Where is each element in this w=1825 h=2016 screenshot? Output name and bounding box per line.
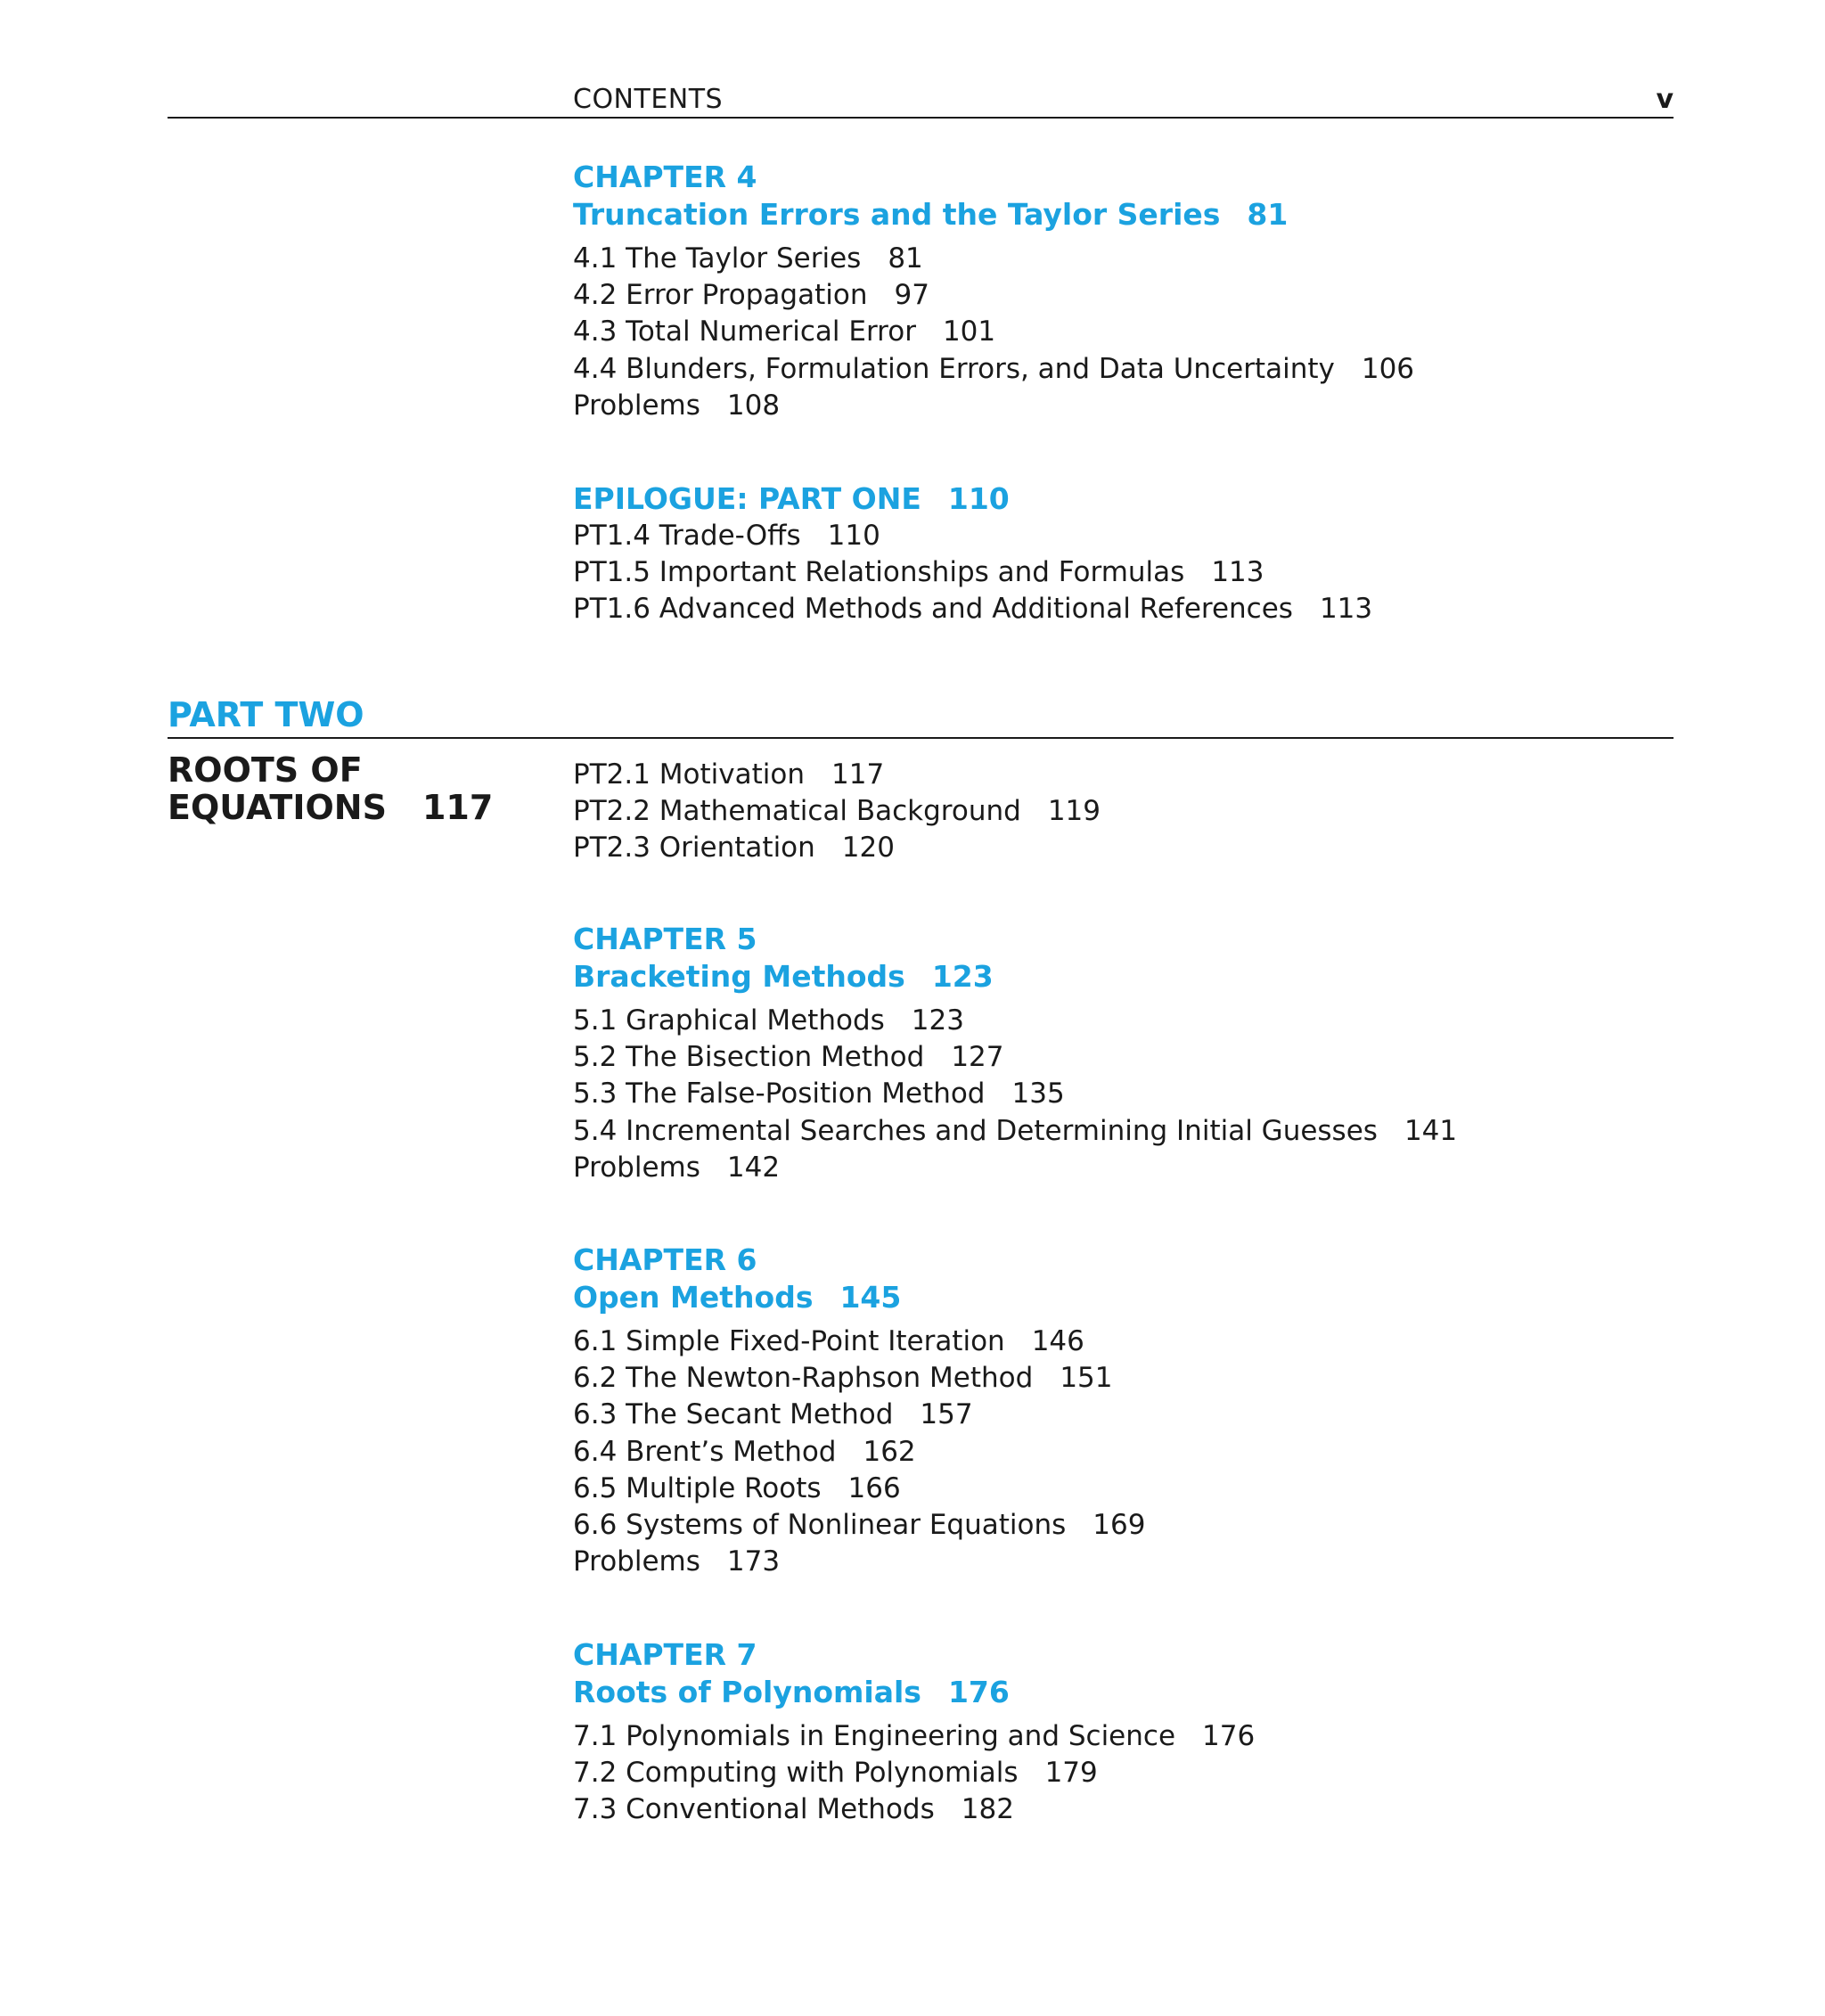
toc-entry-text: 7.1 Polynomials in Engineering and Science: [573, 1720, 1176, 1752]
toc-entry-text: PT2.3 Orientation: [573, 832, 815, 865]
toc-entry-page: 123: [911, 1004, 964, 1037]
running-title: CONTENTS: [573, 84, 724, 115]
toc-entry[interactable]: [573, 277, 1414, 314]
toc-entry-text: PT1.5 Important Relationships and Formulas: [573, 556, 1185, 589]
chapter-5-section: [573, 921, 1457, 1186]
epilogue-title: EPILOGUE: PART ONE: [573, 481, 921, 516]
toc-entry-text: 6.3 The Secant Method: [573, 1398, 894, 1431]
toc-entry-page: 146: [1031, 1325, 1084, 1357]
chapter-6-section: [573, 1242, 1145, 1580]
toc-entry-page: 106: [1361, 352, 1415, 385]
toc-entry-text: 6.6 Systems of Nonlinear Equations: [573, 1509, 1067, 1542]
toc-entry[interactable]: [573, 1397, 1145, 1433]
toc-entry-text: PT2.1 Motivation: [573, 758, 805, 791]
toc-entry-page: 176: [1202, 1720, 1256, 1752]
toc-entry-text: 6.5 Multiple Roots: [573, 1471, 822, 1504]
chapter-5-label: CHAPTER 5: [573, 922, 757, 956]
toc-entry[interactable]: [573, 1039, 1457, 1076]
chapter-4-title-line[interactable]: [573, 196, 1414, 234]
toc-entry[interactable]: [573, 793, 1101, 830]
part-two-title[interactable]: [168, 751, 493, 826]
toc-entry-page: 151: [1060, 1362, 1113, 1395]
toc-entry[interactable]: [573, 1755, 1255, 1791]
toc-entry-page: 120: [841, 832, 895, 865]
toc-entry-text: 5.1 Graphical Methods: [573, 1004, 885, 1037]
toc-entry[interactable]: [573, 1791, 1255, 1828]
toc-entry-text: PT1.4 Trade-Offs: [573, 520, 801, 552]
toc-entry-page: 101: [942, 316, 996, 348]
toc-entry-page: 127: [951, 1041, 1004, 1074]
toc-entry[interactable]: [573, 1324, 1145, 1360]
toc-entry[interactable]: [573, 388, 1414, 424]
toc-entry[interactable]: [573, 757, 1101, 793]
toc-entry[interactable]: [573, 314, 1414, 350]
toc-entry-text: 5.4 Incremental Searches and Determining Initial Guesses: [573, 1114, 1378, 1147]
toc-entry-text: 4.3 Total Numerical Error: [573, 316, 916, 348]
chapter-7-page: 176: [947, 1675, 1010, 1709]
chapter-6-title: Open Methods: [573, 1280, 814, 1315]
toc-entry-text: 7.2 Computing with Polynomials: [573, 1757, 1019, 1790]
toc-entry-page: 117: [831, 758, 885, 791]
toc-entry[interactable]: [573, 591, 1372, 627]
part-two-title-line-2: EQUATIONS: [168, 788, 387, 827]
toc-entry-page: 119: [1047, 795, 1101, 828]
toc-entry-page: 97: [894, 279, 929, 312]
toc-entry-page: 182: [961, 1793, 1014, 1826]
header-rule: [168, 117, 1674, 119]
toc-entry-text: 6.2 The Newton-Raphson Method: [573, 1362, 1034, 1395]
toc-entry[interactable]: [573, 554, 1372, 591]
chapter-6-title-line[interactable]: [573, 1279, 1145, 1316]
toc-entry-text: 7.3 Conventional Methods: [573, 1793, 935, 1826]
part-two-page: 117: [421, 788, 494, 827]
epilogue-section: [573, 480, 1372, 628]
chapter-6-page: 145: [839, 1280, 902, 1315]
chapter-4-page: 81: [1247, 197, 1289, 232]
toc-entry-page: 135: [1011, 1078, 1065, 1110]
toc-entry-text: Problems: [573, 1545, 700, 1578]
chapter-5-page: 123: [931, 959, 994, 994]
epilogue-title-line[interactable]: [573, 480, 1372, 518]
toc-entry[interactable]: [573, 518, 1372, 554]
toc-entry[interactable]: [573, 1507, 1145, 1544]
toc-entry-page: 141: [1404, 1114, 1458, 1147]
toc-entry-page: 173: [726, 1545, 781, 1578]
toc-entry[interactable]: [573, 351, 1414, 388]
toc-entry-page: 169: [1093, 1509, 1146, 1542]
toc-entry-page: 157: [920, 1398, 973, 1431]
toc-entry-text: Problems: [573, 389, 700, 422]
part-two-section: [573, 757, 1101, 867]
toc-entry-text: PT1.6 Advanced Methods and Additional References: [573, 593, 1293, 626]
toc-entry-text: 4.1 The Taylor Series: [573, 242, 862, 275]
chapter-5-title-line[interactable]: [573, 958, 1457, 996]
toc-entry-text: 5.2 The Bisection Method: [573, 1041, 925, 1074]
chapter-5-title: Bracketing Methods: [573, 959, 905, 994]
toc-entry-page: 166: [847, 1471, 901, 1504]
toc-entry[interactable]: [573, 1150, 1457, 1186]
part-two-title-line-1: ROOTS OF: [168, 750, 363, 790]
toc-entry[interactable]: [573, 241, 1414, 277]
toc-entry-text: Problems: [573, 1151, 700, 1184]
toc-entry-page: 108: [726, 389, 781, 422]
toc-entry-text: 4.2 Error Propagation: [573, 279, 868, 312]
chapter-7-title-line[interactable]: [573, 1674, 1255, 1711]
chapter-7-label: CHAPTER 7: [573, 1637, 757, 1672]
toc-entry-page: 142: [726, 1151, 781, 1184]
chapter-7-title: Roots of Polynomials: [573, 1675, 921, 1709]
toc-entry-text: 5.3 The False-Position Method: [573, 1078, 986, 1110]
toc-entry-page: 162: [863, 1435, 916, 1468]
toc-entry[interactable]: [573, 830, 1101, 866]
part-two-label: PART TWO: [168, 695, 364, 734]
toc-entry[interactable]: [573, 1544, 1145, 1580]
toc-entry[interactable]: [573, 1718, 1255, 1755]
chapter-4-section: [573, 159, 1414, 424]
toc-entry[interactable]: [573, 1003, 1457, 1039]
toc-entry-page: 113: [1319, 593, 1373, 626]
toc-entry-page: 81: [888, 242, 923, 275]
toc-entry[interactable]: [573, 1471, 1145, 1507]
chapter-4-title: Truncation Errors and the Taylor Series: [573, 197, 1221, 232]
chapter-7-section: [573, 1636, 1255, 1829]
toc-entry[interactable]: [573, 1076, 1457, 1112]
toc-entry-text: 4.4 Blunders, Formulation Errors, and Data Uncertainty: [573, 352, 1335, 385]
toc-entry-text: PT2.2 Mathematical Background: [573, 795, 1021, 828]
part-rule: [168, 737, 1674, 739]
toc-entry-page: 113: [1211, 556, 1264, 589]
chapter-6-label: CHAPTER 6: [573, 1242, 757, 1277]
chapter-4-label: CHAPTER 4: [573, 160, 757, 194]
toc-entry[interactable]: [573, 1434, 1145, 1471]
toc-entry-text: 6.4 Brent’s Method: [573, 1435, 837, 1468]
toc-entry[interactable]: [573, 1360, 1145, 1397]
toc-entry-text: 6.1 Simple Fixed-Point Iteration: [573, 1325, 1005, 1357]
toc-entry-page: 110: [827, 520, 880, 552]
toc-entry[interactable]: [573, 1113, 1457, 1150]
toc-entry-page: 179: [1044, 1757, 1098, 1790]
epilogue-page: 110: [947, 481, 1010, 516]
page-number: v: [1656, 84, 1674, 115]
